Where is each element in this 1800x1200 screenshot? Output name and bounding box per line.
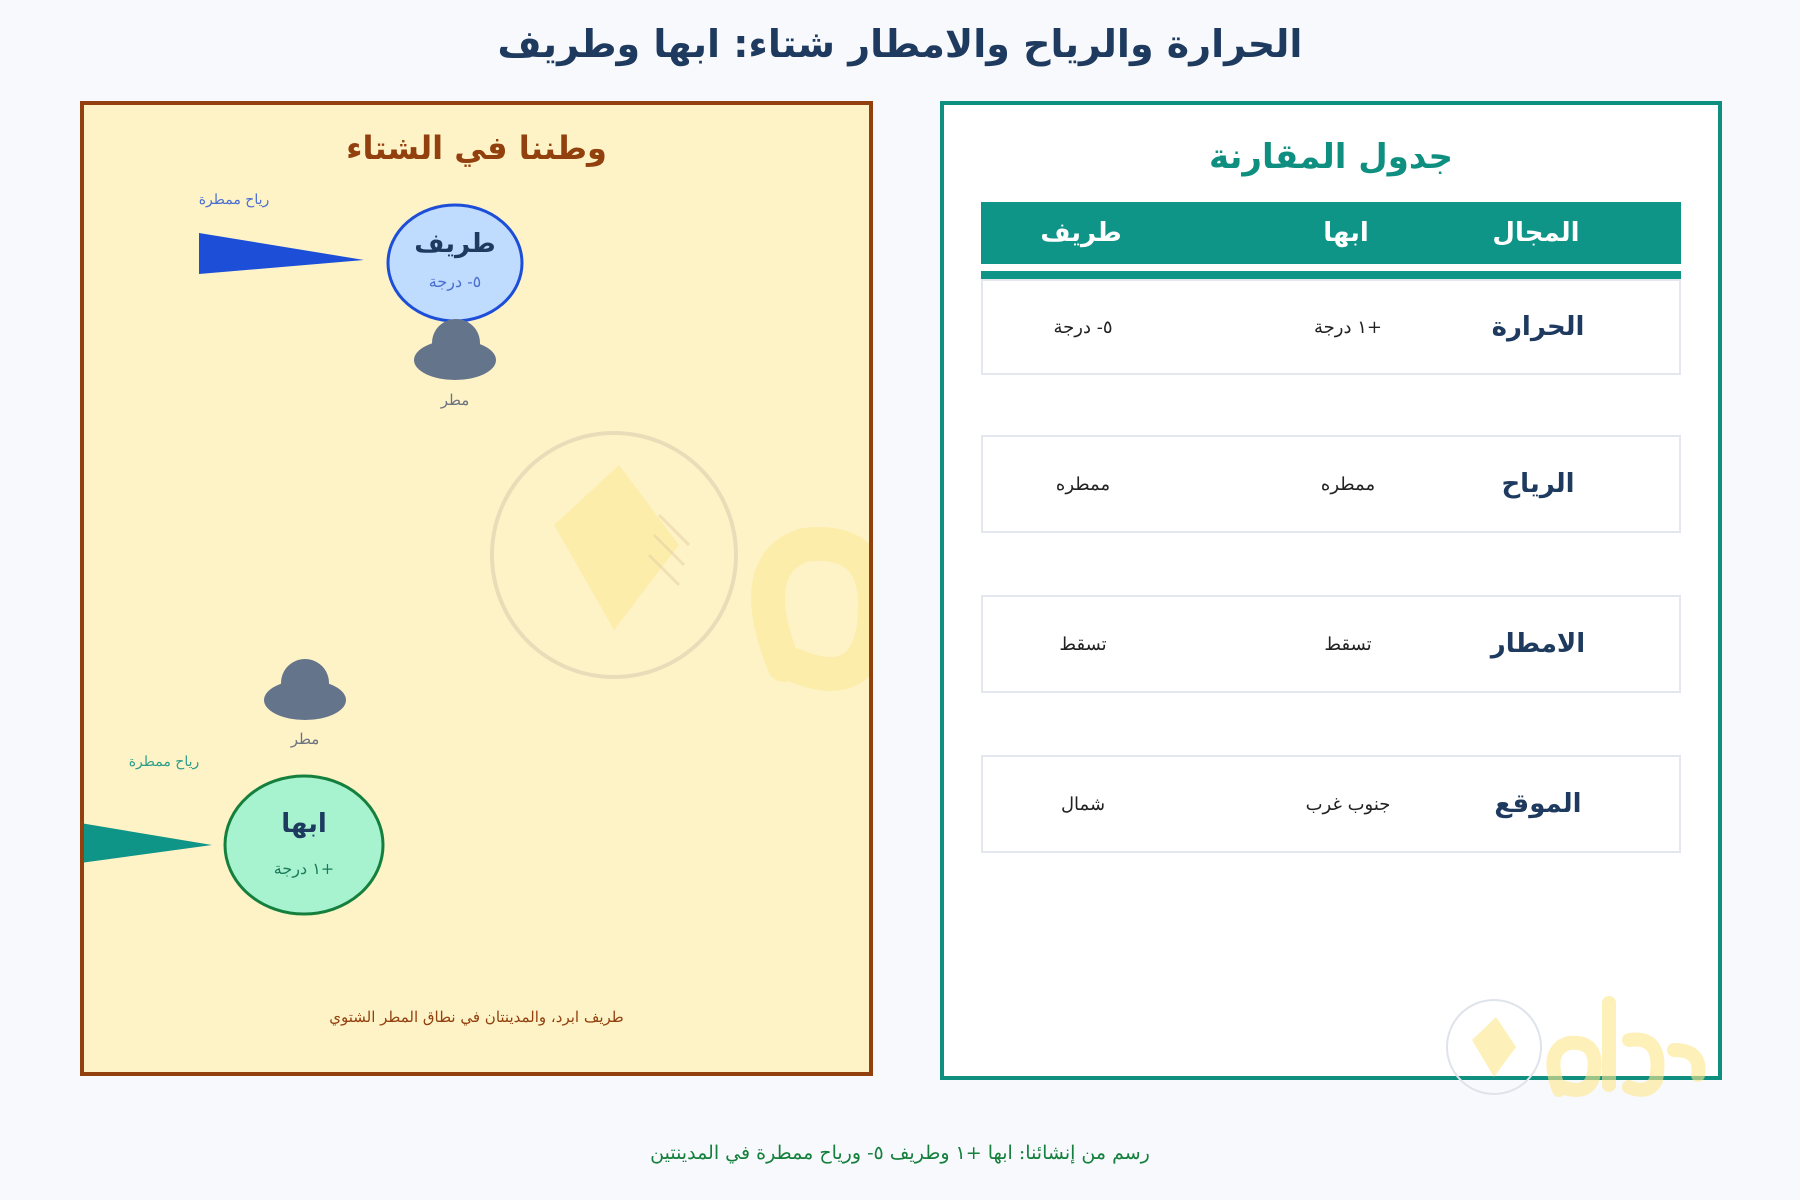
table-row-temperature bbox=[981, 279, 1681, 375]
abha-city-temp: +١ درجة bbox=[273, 859, 335, 878]
table-row-winds bbox=[981, 435, 1681, 533]
taraf-city-name: طريف bbox=[414, 229, 496, 259]
abha-wind-label: رياح ممطرة bbox=[128, 754, 200, 770]
row-field: الامطار bbox=[1490, 629, 1586, 659]
watermark-logo-small bbox=[1444, 995, 1724, 1105]
comparison-panel bbox=[940, 101, 1722, 1080]
taraf-wind-label: رياح ممطرة bbox=[198, 192, 270, 208]
row-taraf-value: ممطره bbox=[1055, 473, 1111, 495]
row-field: الحرارة bbox=[1491, 312, 1585, 342]
table-row-rain bbox=[981, 595, 1681, 693]
table-row-location bbox=[981, 755, 1681, 853]
row-abha-value: جنوب غرب bbox=[1305, 793, 1391, 815]
header-taraf: طريف bbox=[1040, 218, 1122, 248]
row-abha-value: ممطره bbox=[1320, 473, 1376, 495]
table-header-accent bbox=[981, 271, 1681, 279]
row-taraf-value: ٥- درجة bbox=[1053, 316, 1113, 338]
row-taraf-value: تسقط bbox=[1059, 633, 1107, 655]
map-panel bbox=[80, 101, 873, 1076]
page-title: الحرارة والرياح والامطار شتاء: ابها وطريف bbox=[497, 22, 1303, 66]
taraf-city-circle bbox=[388, 205, 522, 321]
footer-credit: رسم من إنشائنا: ابها +١ وطريف ٥- ورياح ممطرة في المدينتين bbox=[650, 1142, 1150, 1164]
map-diagram bbox=[84, 105, 869, 1072]
row-field: الموقع bbox=[1494, 789, 1582, 819]
abha-rain-label: مطر bbox=[290, 730, 320, 748]
map-title: وطننا في الشتاء bbox=[346, 129, 607, 167]
taraf-wind-arrow bbox=[199, 233, 364, 274]
map-caption: طريف ابرد، والمدينتان في نطاق المطر الشتوي bbox=[329, 1008, 624, 1026]
row-taraf-value: شمال bbox=[1060, 793, 1106, 815]
abha-city-circle bbox=[225, 776, 383, 914]
table-title: جدول المقارنة bbox=[1208, 137, 1454, 177]
abha-city-name: ابها bbox=[281, 809, 327, 839]
header-abha: ابها bbox=[1323, 218, 1369, 248]
taraf-city-temp: ٥- درجة bbox=[428, 272, 482, 291]
table-header-row bbox=[981, 202, 1681, 264]
row-abha-value: +١ درجة bbox=[1314, 316, 1382, 338]
abha-wind-arrow bbox=[84, 823, 212, 863]
abha-rain-cloud-icon bbox=[264, 659, 346, 720]
header-field: المجال bbox=[1492, 218, 1580, 248]
taraf-rain-label: مطر bbox=[440, 391, 470, 409]
row-field: الرياح bbox=[1501, 469, 1575, 499]
taraf-rain-cloud-icon bbox=[414, 319, 496, 380]
row-abha-value: تسقط bbox=[1324, 633, 1372, 655]
